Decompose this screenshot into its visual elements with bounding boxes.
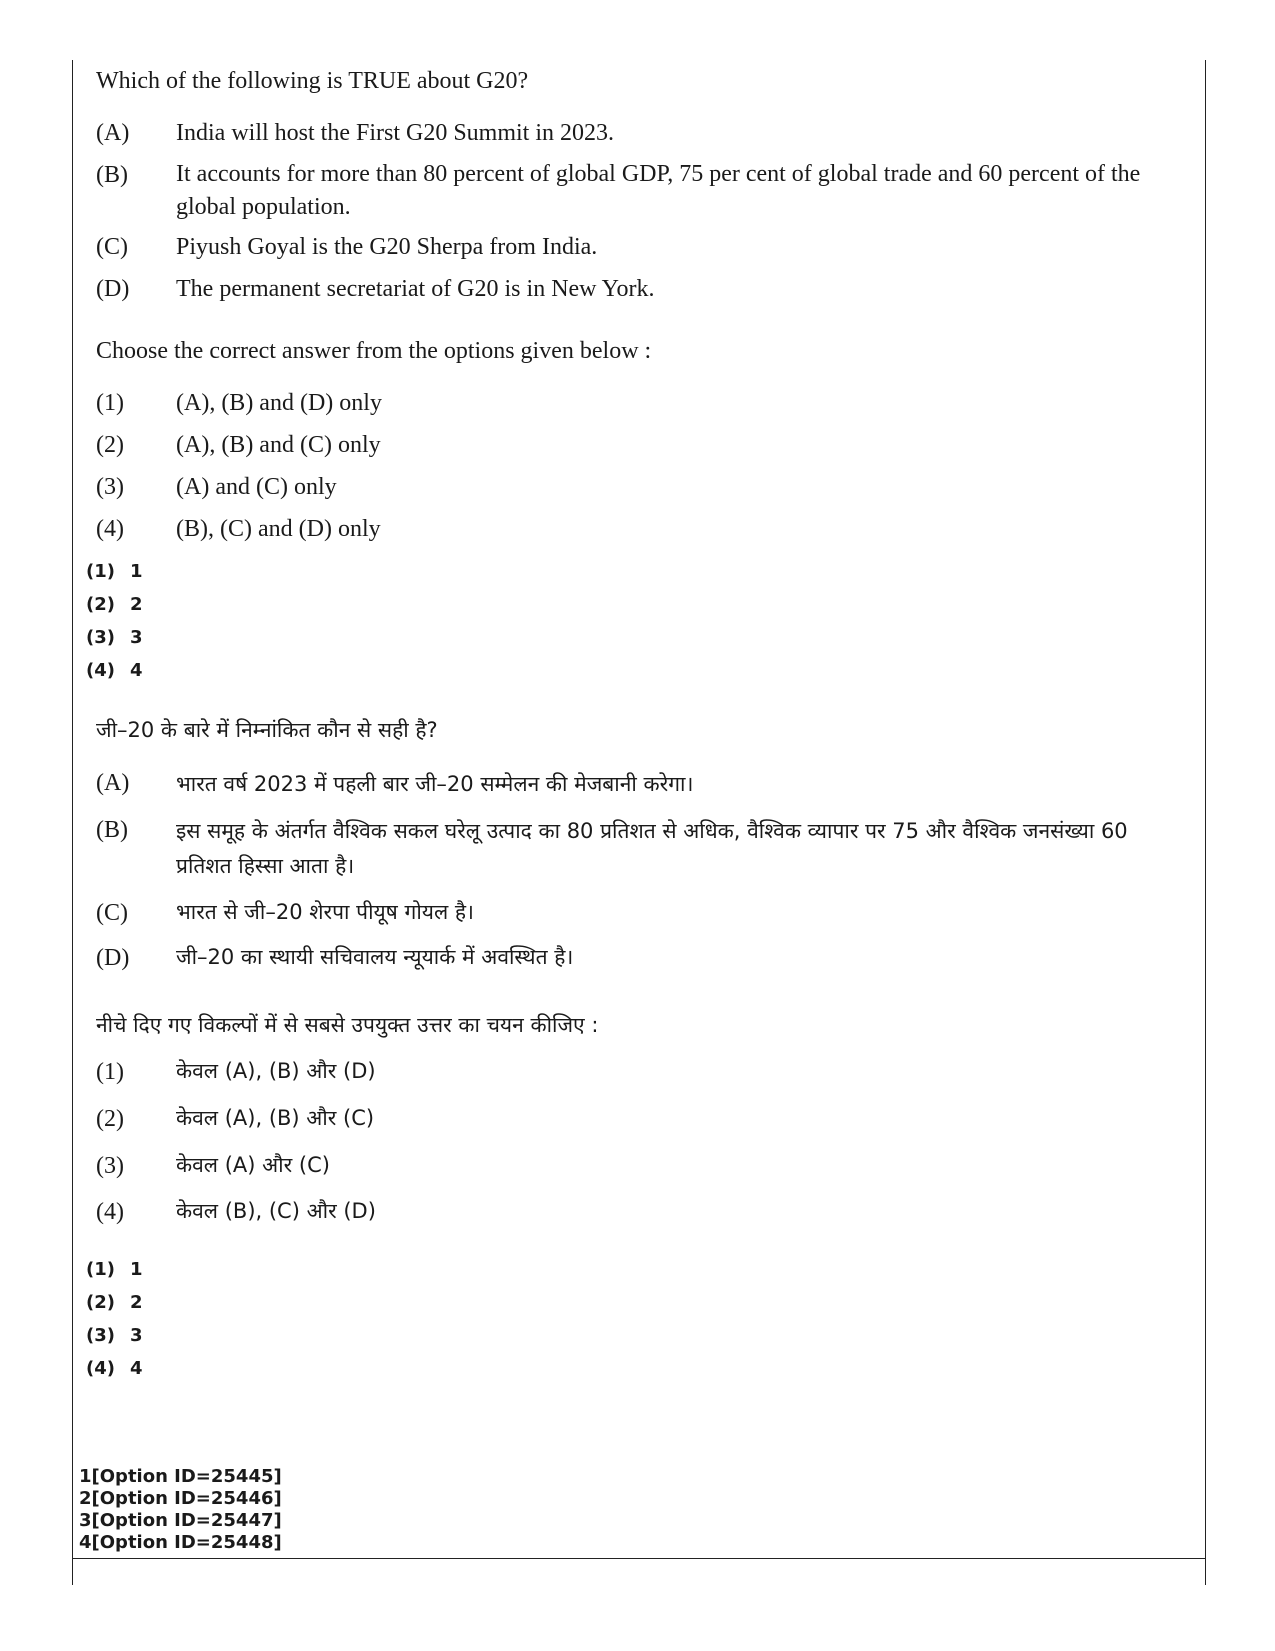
statement-label-a-hi: (A) xyxy=(96,770,130,796)
instruction-en: Choose the correct answer from the options given below : xyxy=(96,338,652,364)
choice-label-3-en: (3) xyxy=(96,474,124,500)
choice-text-2-hi: केवल (A), (B) और (C) xyxy=(176,1106,375,1130)
statement-label-c-en: (C) xyxy=(96,234,128,260)
choice-label-1-hi: (1) xyxy=(96,1059,124,1085)
choice-text-4-hi: केवल (B), (C) और (D) xyxy=(176,1199,376,1223)
statement-text-d-hi: जी–20 का स्थायी सचिवालय न्यूयार्क में अवस्थित है। xyxy=(176,945,574,969)
statement-label-d-hi: (D) xyxy=(96,945,130,971)
bottom-rule xyxy=(72,1558,1206,1559)
choice-text-1-hi: केवल (A), (B) और (D) xyxy=(176,1059,376,1083)
statement-text-c-hi: भारत से जी–20 शेरपा पीयूष गोयल है। xyxy=(176,900,474,924)
statement-text-b-hi: इस समूह के अंतर्गत वैश्विक सकल घरेलू उत्पाद का 80 प्रतिशत से अधिक, वैश्विक व्यापार पर 75 और वैश्विक जनसंख्या 60 प्रतिशत हिस्सा आता है। xyxy=(176,819,1128,878)
answer-option-2-en[interactable] xyxy=(86,594,143,615)
statement-text-a-hi: भारत वर्ष 2023 में पहली बार जी–20 सम्मेलन की मेजबानी करेगा। xyxy=(176,772,694,796)
instruction-hi: नीचे दिए गए विकल्पों में से सबसे उपयुक्त उत्तर का चयन कीजिए : xyxy=(96,1013,599,1037)
option-id-1: 1[Option ID=25445] xyxy=(79,1466,282,1487)
choice-text-3-hi: केवल (A) और (C) xyxy=(176,1153,330,1177)
option-id-4: 4[Option ID=25448] xyxy=(79,1532,282,1553)
option-id-3: 3[Option ID=25447] xyxy=(79,1510,282,1531)
statement-text-c-en: Piyush Goyal is the G20 Sherpa from India. xyxy=(176,234,598,260)
choice-label-2-hi: (2) xyxy=(96,1106,124,1132)
choice-label-2-en: (2) xyxy=(96,432,124,458)
answer-option-4-hi[interactable] xyxy=(86,1358,143,1379)
left-border-line xyxy=(72,60,73,1585)
answer-option-2-hi[interactable] xyxy=(86,1292,143,1313)
answer-option-value: 1 xyxy=(130,561,143,582)
answer-option-label: (1) xyxy=(86,1259,115,1280)
choice-text-3-en: (A) and (C) only xyxy=(176,474,337,500)
answer-option-label: (3) xyxy=(86,1325,115,1346)
choice-text-4-en: (B), (C) and (D) only xyxy=(176,516,381,542)
statement-label-b-hi: (B) xyxy=(96,817,128,843)
answer-option-label: (2) xyxy=(86,1292,115,1313)
answer-option-1-hi[interactable] xyxy=(86,1259,143,1280)
choice-label-4-en: (4) xyxy=(96,516,124,542)
option-id-2: 2[Option ID=25446] xyxy=(79,1488,282,1509)
right-border-line xyxy=(1205,60,1206,1585)
statement-label-d-en: (D) xyxy=(96,276,130,302)
answer-option-1-en[interactable] xyxy=(86,561,143,582)
answer-option-label: (3) xyxy=(86,627,115,648)
statement-text-b-en: It accounts for more than 80 percent of global GDP, 75 per cent of global trade and 60 percent of the global population. xyxy=(176,161,1141,220)
answer-option-label: (4) xyxy=(86,1358,115,1379)
answer-option-label: (4) xyxy=(86,660,115,681)
answer-option-4-en[interactable] xyxy=(86,660,143,681)
answer-option-3-en[interactable] xyxy=(86,627,143,648)
statement-label-a-en: (A) xyxy=(96,120,130,146)
answer-option-value: 1 xyxy=(130,1259,143,1280)
statement-label-b-en: (B) xyxy=(96,162,128,188)
choice-label-3-hi: (3) xyxy=(96,1153,124,1179)
answer-option-3-hi[interactable] xyxy=(86,1325,143,1346)
option-id-list xyxy=(79,1466,282,1554)
question-stem-hi: जी–20 के बारे में निम्नांकित कौन से सही है? xyxy=(96,718,438,742)
question-stem-en: Which of the following is TRUE about G20? xyxy=(96,68,529,94)
answer-option-value: 2 xyxy=(130,594,143,615)
choice-text-2-en: (A), (B) and (C) only xyxy=(176,432,381,458)
choice-label-4-hi: (4) xyxy=(96,1199,124,1225)
answer-option-label: (1) xyxy=(86,561,115,582)
statement-text-a-en: India will host the First G20 Summit in 2023. xyxy=(176,120,615,146)
answer-option-label: (2) xyxy=(86,594,115,615)
answer-option-value: 2 xyxy=(130,1292,143,1313)
answer-option-value: 3 xyxy=(130,627,143,648)
answer-option-value: 4 xyxy=(130,660,143,681)
choice-label-1-en: (1) xyxy=(96,390,124,416)
answer-option-value: 3 xyxy=(130,1325,143,1346)
statement-text-d-en: The permanent secretariat of G20 is in New York. xyxy=(176,276,655,302)
choice-text-1-en: (A), (B) and (D) only xyxy=(176,390,382,416)
statement-label-c-hi: (C) xyxy=(96,900,128,926)
answer-option-value: 4 xyxy=(130,1358,143,1379)
